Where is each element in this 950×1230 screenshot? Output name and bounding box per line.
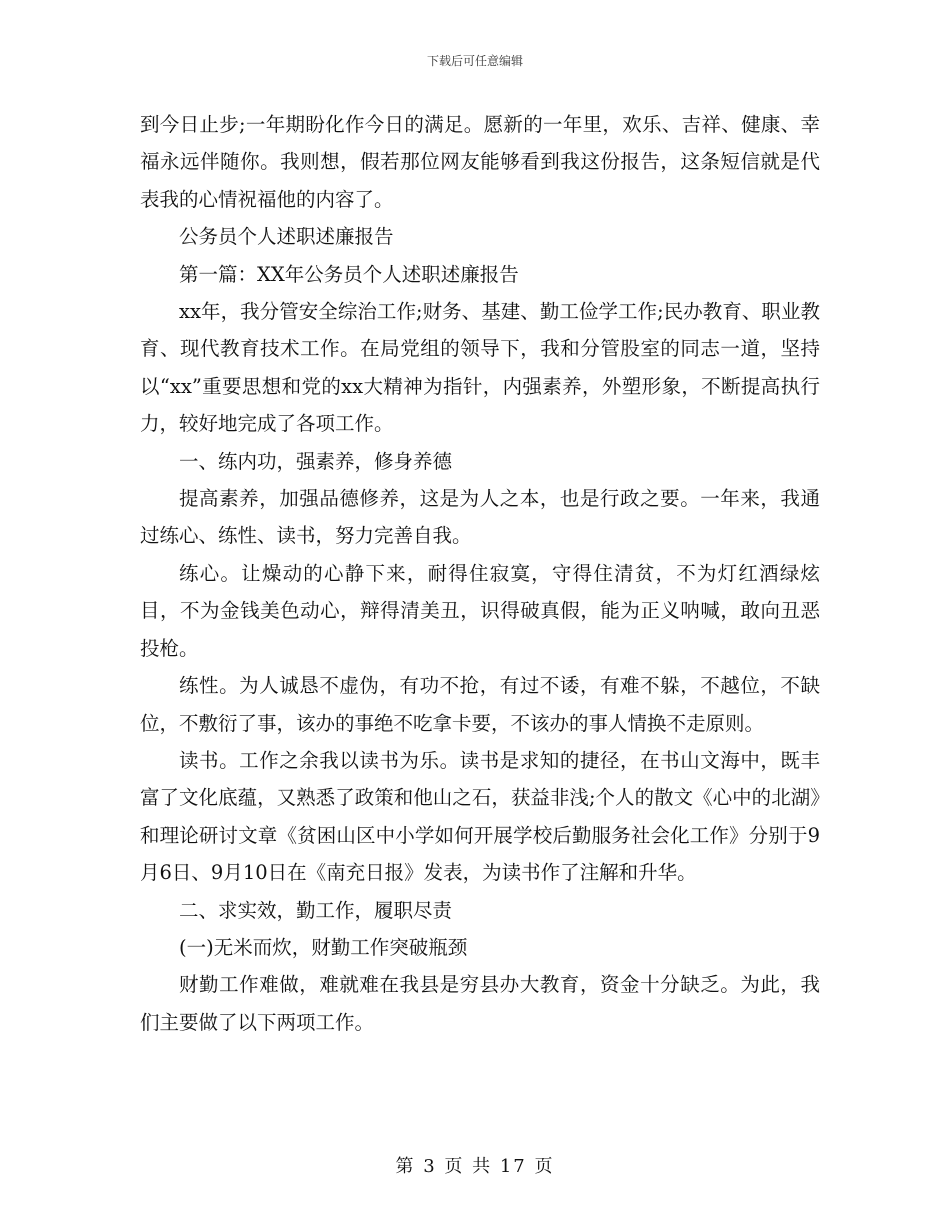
section-title: 公务员个人述职述廉报告 xyxy=(179,225,394,249)
paragraph: 练性。为人诚恳不虚伪，有功不抢，有过不诿，有难不躲，不越位，不缺位，不敷衍了事，该办的事绝不吃拿卡要，不该办的事人情换不走原则。 xyxy=(140,674,820,735)
paragraph: 财勤工作难做，难就难在我县是穷县办大教育，资金十分缺乏。为此，我们主要做了以下两项工作。 xyxy=(140,973,820,1034)
paragraph: 到今日止步;一年期盼化作今日的满足。愿新的一年里，欢乐、吉祥、健康、幸福永远伴随你。我则想，假若那位网友能够看到我这份报告，这条短信就是代表我的心情祝福他的内容了。 xyxy=(140,113,820,211)
chapter-heading: 第一篇：XX年公务员个人述职述廉报告 xyxy=(179,262,519,286)
section-heading: 一、练内功，强素养，修身养德 xyxy=(179,449,453,473)
paragraph: 提高素养，加强品德修养，这是为人之本，也是行政之要。一年来，我通过练心、练性、读书，努力完善自我。 xyxy=(140,487,820,548)
page-header: 下载后可任意编辑 xyxy=(426,54,523,68)
page-number-footer: 第 3 页 共 17 页 xyxy=(395,1156,555,1177)
document-body xyxy=(140,106,820,1041)
paragraph: 读书。工作之余我以读书为乐。读书是求知的捷径，在书山文海中，既丰富了文化底蕴，又熟悉了政策和他山之石，获益非浅;个人的散文《心中的北湖》和理论研讨文章《贫困山区中小学如何开展学校后勤服务社会化工作》分别于9月6日、9月10日在《南充日报》发表，为读书作了注解和升华。 xyxy=(140,748,820,885)
subsection-heading: (一)无米而炊，财勤工作突破瓶颈 xyxy=(179,935,468,959)
paragraph: 练心。让燥动的心静下来，耐得住寂寞，守得住清贫，不为灯红酒绿炫目，不为金钱美色动心，辩得清美丑，识得破真假，能为正义呐喊，敢向丑恶投枪。 xyxy=(140,561,820,660)
section-heading: 二、求实效，勤工作，履职尽责 xyxy=(179,898,453,922)
paragraph: xx年，我分管安全综治工作;财务、基建、勤工俭学工作;民办教育、职业教育、现代教育技术工作。在局党组的领导下，我和分管股室的同志一道，坚持以“xx”重要思想和党的xx大精神为指针，内强素养，外塑形象，不断提高执行力，较好地完成了各项工作。 xyxy=(140,300,820,436)
